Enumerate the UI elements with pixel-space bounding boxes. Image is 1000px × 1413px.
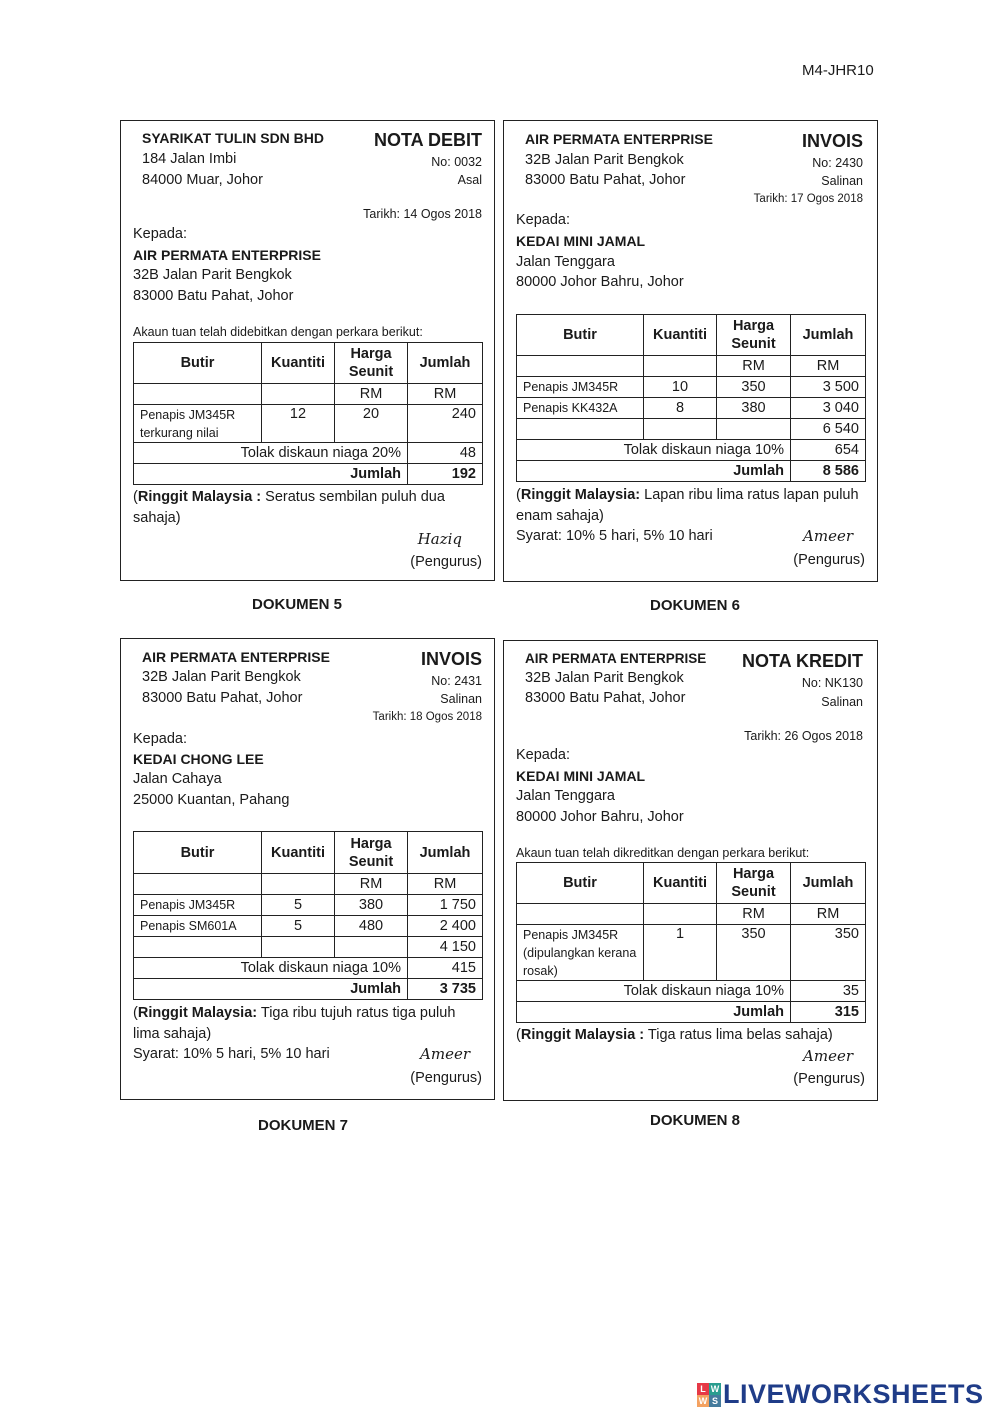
table-row (517, 398, 866, 419)
header-qty: Kuantiti (262, 832, 335, 874)
table-row (517, 925, 866, 981)
total-row (517, 1002, 866, 1023)
document-date: Tarikh: 26 Ogos 2018 (744, 729, 863, 743)
currency-label: RM (335, 384, 408, 405)
seller-address-line2: 84000 Muar, Johor (142, 172, 263, 188)
total-row (134, 979, 483, 1000)
items-table (133, 831, 483, 1000)
header-price: Harga Seunit (335, 343, 408, 384)
to-label: Kepada: (516, 747, 571, 763)
recipient-address-line1: Jalan Cahaya (133, 771, 222, 787)
seller-address-line1: 32B Jalan Parit Bengkok (142, 669, 301, 685)
header-qty: Kuantiti (644, 315, 717, 356)
currency-row (517, 356, 866, 377)
currency-row (134, 874, 483, 895)
currency-row (517, 904, 866, 925)
items-table (516, 314, 866, 482)
header-qty: Kuantiti (262, 343, 335, 384)
seller-address-line2: 83000 Batu Pahat, Johor (142, 690, 303, 706)
subtotal-amount: 4 150 (408, 937, 483, 958)
currency-label: RM (335, 874, 408, 895)
amount-in-words-label: Ringgit Malaysia: (520, 487, 641, 503)
amount-in-words-label: Ringgit Malaysia : (137, 489, 262, 505)
recipient-address-line1: Jalan Tenggara (516, 788, 615, 804)
discount-amount: 35 (791, 981, 866, 1002)
item-description: Penapis KK432A (517, 398, 644, 419)
document-invoice (503, 120, 878, 582)
discount-row (517, 981, 866, 1002)
signer-title: (Pengurus) (410, 1070, 482, 1086)
to-label: Kepada: (133, 731, 188, 747)
item-qty: 8 (644, 398, 717, 419)
discount-row (134, 958, 483, 979)
header-price: Harga Seunit (717, 863, 791, 904)
seller-name: SYARIKAT TULIN SDN BHD (142, 130, 325, 146)
item-qty: 10 (644, 377, 717, 398)
amount-in-words-value: Lapan ribu lima ratus lapan puluh enam sahaja) (516, 487, 859, 524)
item-price: 350 (717, 377, 791, 398)
item-description: Penapis JM345R (517, 377, 644, 398)
seller-name: AIR PERMATA ENTERPRISE (142, 649, 330, 665)
total-row (517, 461, 866, 482)
signature: Haziq (417, 530, 462, 548)
document-type-title: INVOIS (420, 649, 482, 669)
signer-title: (Pengurus) (793, 552, 865, 568)
total-label: Jumlah (134, 464, 408, 485)
document-number: No: 2431 (431, 674, 482, 688)
document-type-title: NOTA DEBIT (374, 130, 482, 150)
item-total: 240 (408, 405, 483, 443)
copy-label: Asal (457, 173, 482, 187)
header-item: Butir (134, 343, 262, 384)
total-label: Jumlah (517, 1002, 791, 1023)
document-number: No: 0032 (431, 155, 482, 169)
document-type-title: INVOIS (801, 131, 863, 151)
subtotal-row (134, 937, 483, 958)
discount-amount: 48 (408, 443, 483, 464)
total-label: Jumlah (517, 461, 791, 482)
items-table (133, 342, 483, 485)
header-total: Jumlah (408, 343, 483, 384)
document-credit-note (503, 640, 878, 1101)
item-price: 380 (335, 895, 408, 916)
currency-label: RM (408, 384, 483, 405)
amount-in-words: (Ringgit Malaysia : Seratus sembilan puluh dua sahaja) (133, 489, 445, 526)
discount-label: Tolak diskaun niaga 10% (517, 440, 791, 461)
liveworksheets-logo[interactable] (697, 1379, 984, 1410)
item-total: 3 040 (791, 398, 866, 419)
item-qty: 5 (262, 916, 335, 937)
header-price: Harga Seunit (717, 315, 791, 356)
items-table (516, 862, 866, 1023)
total-row (134, 464, 483, 485)
header-total: Jumlah (791, 863, 866, 904)
header-total: Jumlah (408, 832, 483, 874)
table-header-row (517, 315, 866, 356)
seller-address-line2: 83000 Batu Pahat, Johor (525, 172, 686, 188)
document-debit-note (120, 120, 495, 581)
table-row (134, 405, 483, 443)
amount-in-words: (Ringgit Malaysia: Lapan ribu lima ratus lapan puluh enam sahaja) (516, 487, 859, 524)
subtotal-amount: 6 540 (791, 419, 866, 440)
total-label: Jumlah (134, 979, 408, 1000)
total-amount: 3 735 (408, 979, 483, 1000)
discount-row (134, 443, 483, 464)
document-date: Tarikh: 14 Ogos 2018 (363, 207, 482, 221)
item-description: Penapis JM345R terkurang nilai (134, 405, 262, 443)
item-total: 350 (791, 925, 866, 981)
seller-address-line1: 184 Jalan Imbi (142, 151, 237, 167)
discount-label: Tolak diskaun niaga 10% (517, 981, 791, 1002)
header-total: Jumlah (791, 315, 866, 356)
page-code: M4-JHR10 (802, 62, 874, 79)
currency-label: RM (717, 904, 791, 925)
recipient-address-line1: 32B Jalan Parit Bengkok (133, 267, 292, 283)
amount-in-words-value: Seratus sembilan puluh dua sahaja) (133, 489, 445, 526)
table-row (134, 895, 483, 916)
payment-terms: Syarat: 10% 5 hari, 5% 10 hari (133, 1046, 330, 1062)
currency-label: RM (717, 356, 791, 377)
amount-in-words-value: Tiga ratus lima belas sahaja) (647, 1027, 833, 1043)
document-number: No: NK130 (801, 676, 863, 690)
document-invoice (120, 638, 495, 1100)
recipient-address-line2: 80000 Johor Bahru, Johor (516, 274, 684, 290)
document-caption: DOKUMEN 5 (252, 596, 343, 613)
document-date: Tarikh: 17 Ogos 2018 (753, 193, 863, 205)
item-price: 380 (717, 398, 791, 419)
logo-text: LIVEWORKSHEETS (723, 1379, 984, 1409)
recipient-address-line2: 80000 Johor Bahru, Johor (516, 809, 684, 825)
recipient-name: AIR PERMATA ENTERPRISE (133, 247, 321, 263)
discount-amount: 415 (408, 958, 483, 979)
table-row (517, 377, 866, 398)
item-qty: 12 (262, 405, 335, 443)
item-price: 20 (335, 405, 408, 443)
item-price: 350 (717, 925, 791, 981)
discount-label: Tolak diskaun niaga 20% (134, 443, 408, 464)
copy-label: Salinan (821, 174, 863, 188)
signer-title: (Pengurus) (793, 1071, 865, 1087)
to-label: Kepada: (516, 212, 571, 228)
table-header-row (517, 863, 866, 904)
signature: Ameer (803, 1047, 853, 1065)
currency-label: RM (791, 356, 866, 377)
recipient-name: KEDAI MINI JAMAL (516, 233, 646, 249)
logo-tile: W (710, 1383, 720, 1394)
amount-in-words-label: Ringgit Malaysia : (520, 1027, 645, 1043)
intro-text: Akaun tuan telah dikreditkan dengan perkara berikut: (516, 846, 810, 860)
document-type-title: NOTA KREDIT (742, 651, 863, 671)
seller-address-line1: 32B Jalan Parit Bengkok (525, 152, 684, 168)
recipient-address-line2: 25000 Kuantan, Pahang (133, 792, 290, 808)
header-item: Butir (517, 863, 644, 904)
copy-label: Salinan (440, 692, 482, 706)
logo-tile: L (697, 1383, 709, 1395)
seller-address-line1: 32B Jalan Parit Bengkok (525, 670, 684, 686)
total-amount: 8 586 (791, 461, 866, 482)
table-row (134, 916, 483, 937)
header-qty: Kuantiti (644, 863, 717, 904)
document-date: Tarikh: 18 Ogos 2018 (372, 711, 482, 723)
header-item: Butir (517, 315, 644, 356)
intro-text: Akaun tuan telah didebitkan dengan perkara berikut: (133, 325, 423, 339)
recipient-name: KEDAI CHONG LEE (133, 751, 264, 767)
signature: Ameer (803, 527, 853, 545)
total-amount: 315 (791, 1002, 866, 1023)
document-number: No: 2430 (812, 156, 863, 170)
item-description: Penapis JM345R (dipulangkan kerana rosak) (517, 925, 644, 981)
item-description: Penapis JM345R (134, 895, 262, 916)
document-caption: DOKUMEN 6 (650, 597, 741, 614)
discount-amount: 654 (791, 440, 866, 461)
table-header-row (134, 343, 483, 384)
recipient-address-line1: Jalan Tenggara (516, 254, 615, 270)
item-description: Penapis SM601A (134, 916, 262, 937)
subtotal-row (517, 419, 866, 440)
item-qty: 5 (262, 895, 335, 916)
amount-in-words: (Ringgit Malaysia : Tiga ratus lima belas sahaja) (516, 1027, 833, 1043)
signature: Ameer (420, 1045, 470, 1063)
item-total: 2 400 (408, 916, 483, 937)
seller-address-line2: 83000 Batu Pahat, Johor (525, 690, 686, 706)
amount-in-words-value: Tiga ribu tujuh ratus tiga puluh lima sahaja) (133, 1005, 456, 1042)
signer-title: (Pengurus) (410, 554, 482, 570)
item-qty: 1 (644, 925, 717, 981)
amount-in-words-label: Ringgit Malaysia: (137, 1005, 258, 1021)
document-caption: DOKUMEN 8 (650, 1112, 741, 1129)
item-total: 1 750 (408, 895, 483, 916)
logo-tile: W (698, 1395, 708, 1406)
copy-label: Salinan (821, 695, 863, 709)
header-price: Harga Seunit (335, 832, 408, 874)
amount-in-words: (Ringgit Malaysia: Tiga ribu tujuh ratus tiga puluh lima sahaja) (133, 1005, 456, 1042)
discount-label: Tolak diskaun niaga 10% (134, 958, 408, 979)
document-caption: DOKUMEN 7 (258, 1117, 349, 1134)
item-price: 480 (335, 916, 408, 937)
seller-name: AIR PERMATA ENTERPRISE (525, 131, 713, 147)
currency-label: RM (791, 904, 866, 925)
currency-row (134, 384, 483, 405)
total-amount: 192 (408, 464, 483, 485)
currency-label: RM (408, 874, 483, 895)
logo-grid-icon (697, 1383, 721, 1407)
recipient-address-line2: 83000 Batu Pahat, Johor (133, 288, 294, 304)
logo-tile: S (709, 1395, 721, 1407)
header-item: Butir (134, 832, 262, 874)
discount-row (517, 440, 866, 461)
payment-terms: Syarat: 10% 5 hari, 5% 10 hari (516, 528, 713, 544)
item-total: 3 500 (791, 377, 866, 398)
recipient-name: KEDAI MINI JAMAL (516, 768, 646, 784)
seller-name: AIR PERMATA ENTERPRISE (525, 651, 707, 666)
to-label: Kepada: (133, 226, 188, 242)
table-header-row (134, 832, 483, 874)
